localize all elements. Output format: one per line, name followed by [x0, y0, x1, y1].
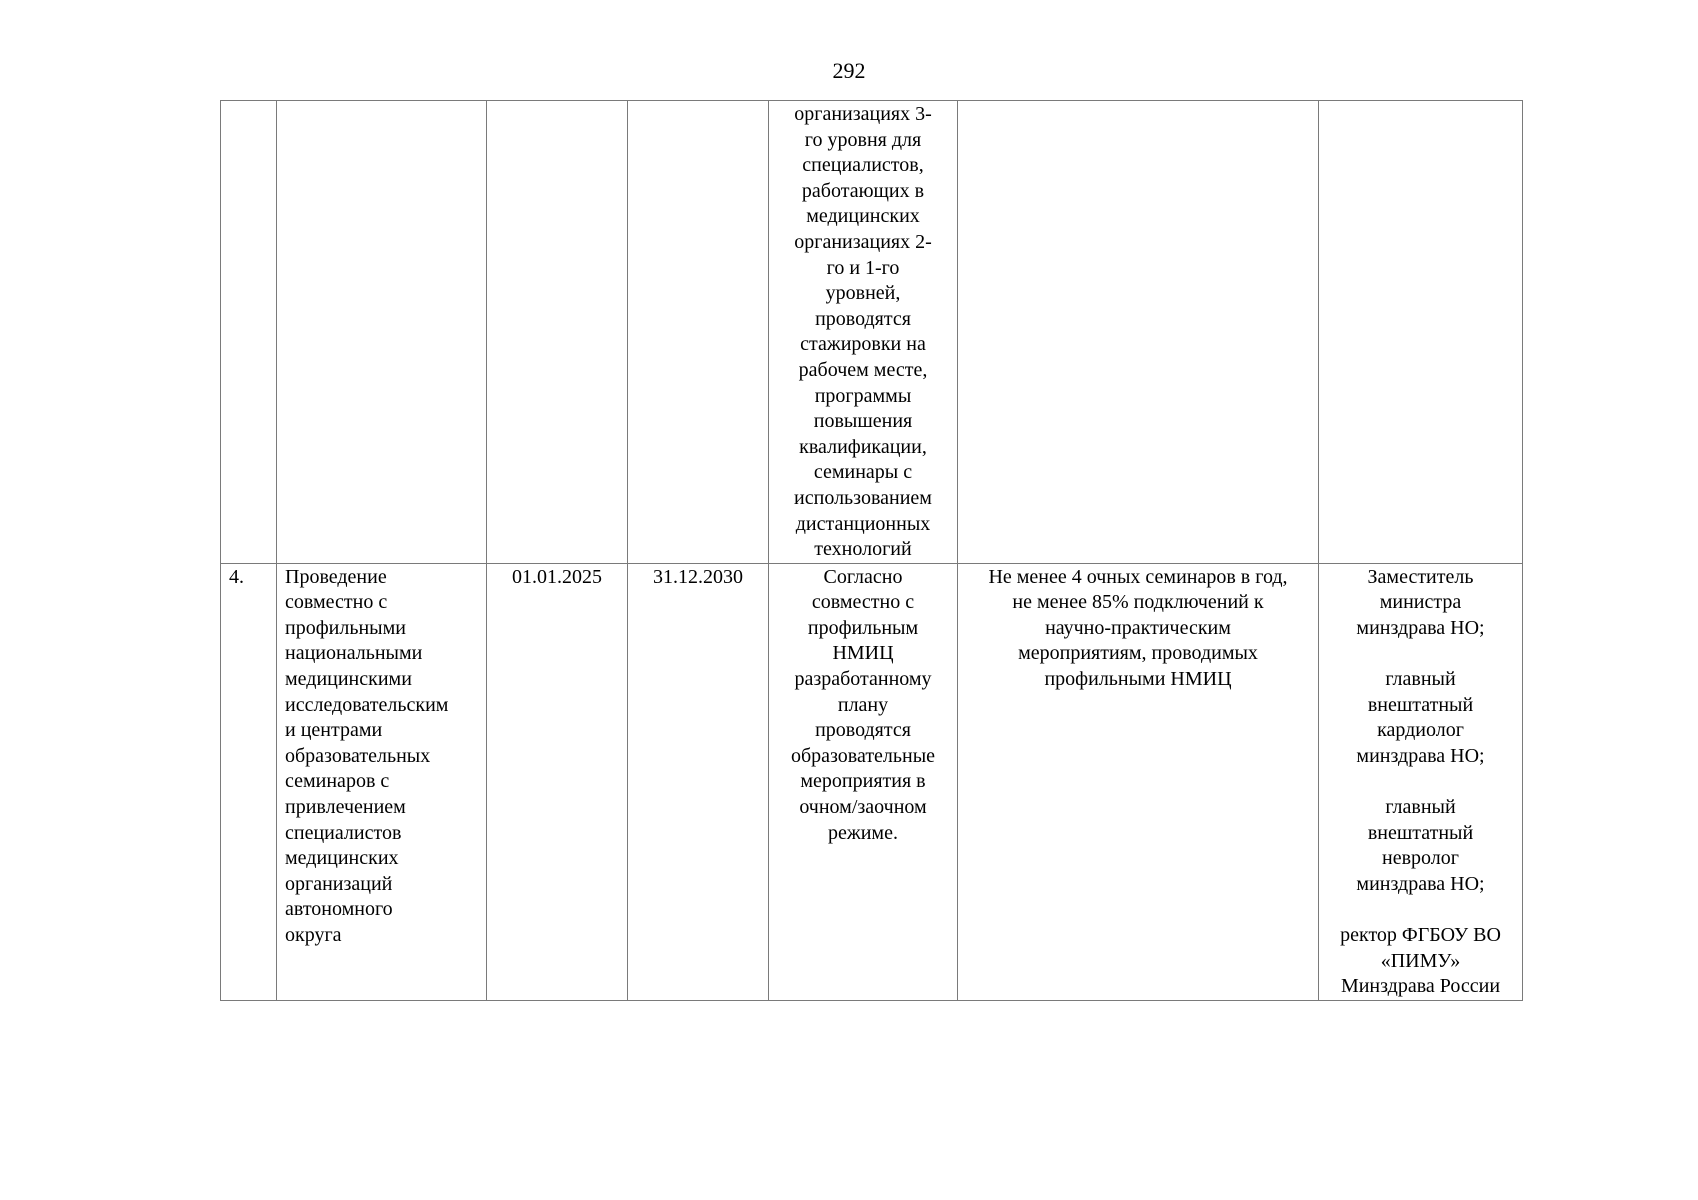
result-cell: Не менее 4 очных семинаров в год, не менее 85% подключений к научно-практическим мероприятиям, проводимых профильными НМИЦ	[958, 563, 1319, 1000]
start-date-cell	[487, 101, 628, 564]
end-date-cell: 31.12.2030	[628, 563, 769, 1000]
table-row	[221, 101, 1523, 564]
result-cell	[958, 101, 1319, 564]
end-date-cell	[628, 101, 769, 564]
table-row	[221, 563, 1523, 1000]
description-cell: организациях 3- го уровня для специалистов, работающих в медицинских организациях 2- го и 1-го уровней, проводятся стажировки на рабочем месте, программы повышения квалификации, семинары с использованием дистанционных технологий	[769, 101, 958, 564]
row-number-cell	[221, 101, 277, 564]
start-date-cell: 01.01.2025	[487, 563, 628, 1000]
event-name-cell: Проведение совместно с профильными национальными медицинскими исследовательским и центрами образовательных семинаров с привлечением специалистов медицинских организаций автономного округа	[277, 563, 487, 1000]
responsible-cell: Заместитель министра минздрава НО; главный внештатный кардиолог минздрава НО; главный внештатный невролог минздрава НО; ректор ФГБОУ ВО «ПИМУ» Минздрава России	[1319, 563, 1523, 1000]
event-name-cell	[277, 101, 487, 564]
page-number: 292	[832, 58, 866, 83]
plan-table	[220, 100, 1523, 1001]
description-cell: Согласно совместно с профильным НМИЦ разработанному плану проводятся образовательные мероприятия в очном/заочном режиме.	[769, 563, 958, 1000]
row-number-cell: 4.	[221, 563, 277, 1000]
responsible-cell	[1319, 101, 1523, 564]
